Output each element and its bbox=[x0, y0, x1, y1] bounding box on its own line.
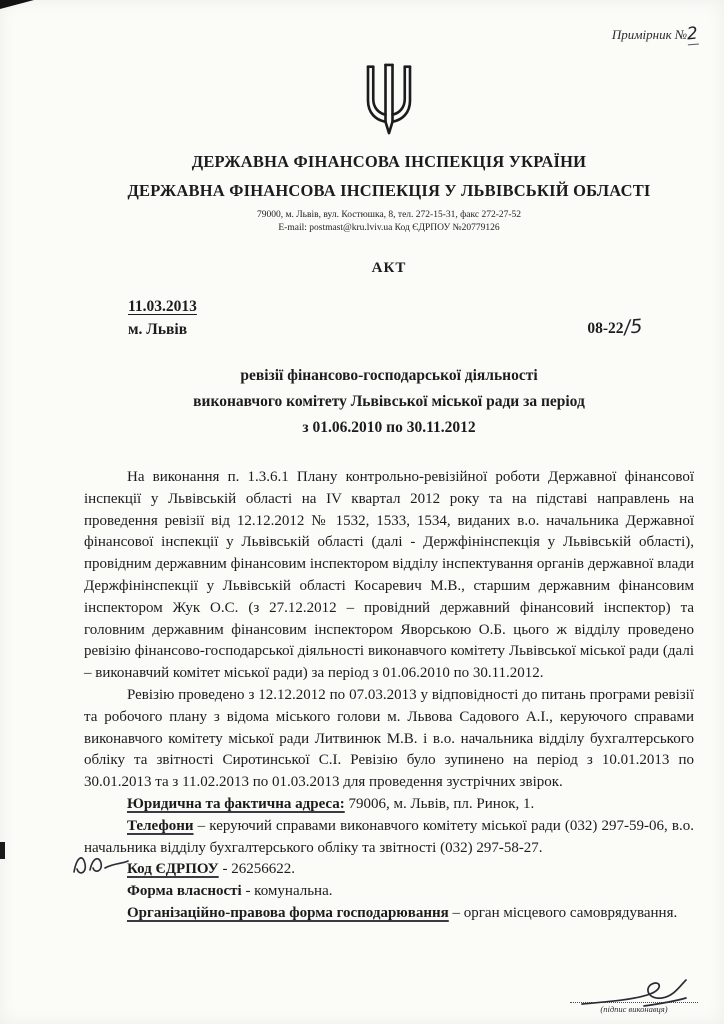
edrpou-value: - 26256622. bbox=[218, 861, 295, 878]
copy-number-note bbox=[612, 24, 698, 45]
doc-subject-line-3: з 01.06.2010 по 30.11.2012 bbox=[302, 419, 476, 436]
doc-number-typed: 08-22 bbox=[587, 320, 624, 337]
edrpou-label: Код ЄДРПОУ bbox=[127, 861, 219, 878]
body-paragraph-audit-period: Ревізію проведено з 12.12.2012 по 07.03.2013 у відповідності до питань програми ревізії та робочого плану з відома міського голови м. Львова Садового А.І., керуючого справами виконавчого комітету міської ради Литвинюк М.В. і в.о. начальника відділу бухгалтерського обліку та звітності Сиротинської С.І. Ревізію було зупинено на період з 10.01.2013 по 30.01.2013 та з 11.02.2013 по 01.03.2013 для проведення зустрічних звірок. bbox=[84, 686, 694, 791]
org-name-country: ДЕРЖАВНА ФІНАНСОВА ІНСПЕКЦІЯ УКРАЇНИ bbox=[191, 152, 587, 171]
phones-value: – керуючий справами виконавчого комітету міської ради (032) 297-59-06, в.о. начальника відділу бухгалтерського обліку та звітності (032) 297-58-27. bbox=[84, 817, 694, 856]
scan-artifact-edge bbox=[0, 842, 5, 859]
executor-signature-block bbox=[566, 976, 702, 1014]
legal-form-label: Організаційно-правова форма господарювання bbox=[127, 904, 449, 921]
body-line-phones bbox=[84, 816, 694, 860]
copy-number-handwritten: 2 bbox=[686, 23, 699, 45]
org-name-region: ДЕРЖАВНА ФІНАНСОВА ІНСПЕКЦІЯ У ЛЬВІВСЬКІЙ ОБЛАСТІ bbox=[127, 181, 651, 200]
doc-city: м. Львів bbox=[128, 321, 188, 338]
legal-form-value: – орган місцевого самоврядування. bbox=[448, 904, 678, 921]
doc-subject-line-2: виконавчого комітету Львівської міської ради за період bbox=[193, 393, 585, 410]
doc-number bbox=[587, 295, 642, 341]
org-contacts-block bbox=[84, 209, 694, 234]
signature-caption: (підпис виконавця) bbox=[600, 1004, 668, 1014]
phones-label: Телефони bbox=[127, 817, 194, 834]
doc-date: 11.03.2013 bbox=[128, 298, 197, 315]
body-paragraph-basis: На виконання п. 1.3.6.1 Плану контрольно-ревізійної роботи Державної фінансової інспекції у Львівській області на IV квартал 2012 року та на підставі направлень на проведення ревізії від 12.12.2012 № 1532, 1533, 1534, виданих в.о. начальника Державної фінансової інспекції у Львівській області (далі - Держфінінспекція у Львівській області), провідним державним фінансовим інспектором відділу інспектування органів державної влади Держфінінспекції у Львівській області Косаревич М.В., старшим державним фінансовим інспектором Жук О.С. (з 27.12.2012 – провідний державний фінансовий інспектор) та головним державним фінансовим інспектором Яворською О.Б. цього ж відділу проведено ревізію фінансово-господарської діяльності виконавчого комітету Львівської міської ради (далі – виконавчий комітет міської ради) за період з 01.06.2010 по 30.11.2012. bbox=[84, 469, 694, 682]
ukraine-trident-emblem-icon bbox=[361, 62, 417, 141]
doc-meta-row bbox=[84, 295, 694, 341]
doc-type-title: АКТ bbox=[371, 260, 407, 276]
doc-subject-title bbox=[84, 363, 694, 441]
legal-address-value: 79006, м. Львів, пл. Ринок, 1. bbox=[344, 795, 535, 812]
copy-label: Примірник № bbox=[611, 27, 688, 42]
body-line-edrpou bbox=[84, 859, 694, 881]
body-line-legal-form bbox=[84, 903, 694, 925]
legal-address-label: Юридична та фактична адреса: bbox=[127, 795, 345, 812]
org-address-line: 79000, м. Львів, вул. Костюшка, 8, тел. 272-15-31, факс 272-27-52 bbox=[256, 210, 522, 220]
scan-artifact-corner bbox=[0, 0, 34, 9]
doc-subject-line-1: ревізії фінансово-господарської діяльності bbox=[240, 367, 538, 384]
org-contact-line: E-mail: postmast@kru.lviv.ua Код ЄДРПОУ №20779126 bbox=[278, 222, 500, 233]
ownership-value: - комунальна. bbox=[241, 883, 333, 900]
body-line-ownership bbox=[84, 881, 694, 903]
doc-number-handwritten-suffix: /5 bbox=[622, 315, 643, 339]
body-line-legal-address bbox=[84, 794, 694, 816]
ownership-label: Форма власності bbox=[127, 883, 242, 900]
doc-date-place bbox=[128, 295, 197, 341]
